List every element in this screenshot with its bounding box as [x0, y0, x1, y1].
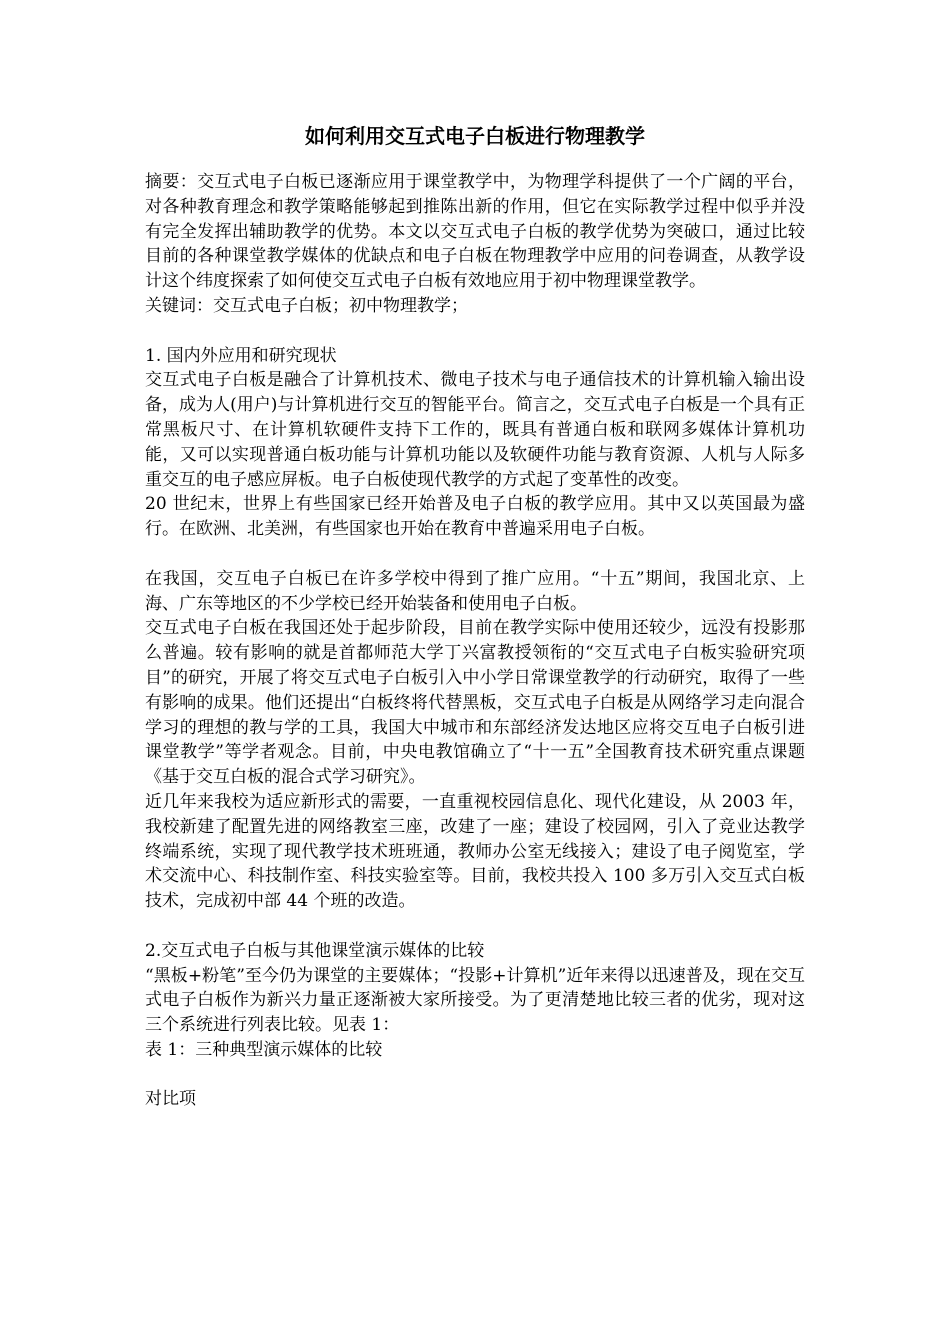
blank-line [145, 319, 805, 344]
section2-paragraph-1: “黑板+粉笔”至今仍为课堂的主要媒体；“投影+计算机”近年来得以迅速普及，现在交互式电子白板作为新兴力量正逐渐被大家所接受。为了更清楚地比较三者的优劣，现对这三个系统进行列表比较。见表 1： [145, 965, 805, 1036]
blank-line [145, 914, 805, 939]
blank-line [145, 1063, 805, 1088]
document-body [145, 170, 805, 1112]
document-title: 如何利用交互式电子白板进行物理教学 [305, 124, 645, 148]
section1-paragraph-3: 在我国，交互电子白板已在许多学校中得到了推广应用。“十五”期间，我国北京、上海、广东等地区的不少学校已经开始装备和使用电子白板。 [145, 568, 805, 614]
section-heading-2: 2.交互式电子白板与其他课堂演示媒体的比较 [145, 940, 485, 961]
section1-paragraph-5: 近几年来我校为适应新形式的需要，一直重视校园信息化、现代化建设，从 2003 年，我校新建了配置先进的网络教室三座，改建了一座；建设了校园网，引入了竞业达教学终端系统，实现了现代教学技术班班通，教师办公室无线接入；建设了电子阅览室，学术交流中心、科技制作室、科技实验室等。目前，我校共投入 100 多万引入交互式白板技术，完成初中部 44 个班的改造。 [145, 791, 805, 912]
section-heading-1: 1. 国内外应用和研究现状 [145, 345, 337, 366]
abstract-paragraph: 摘要：交互式电子白板已逐渐应用于课堂教学中，为物理学科提供了一个广阔的平台，对各种教育理念和教学策略能够起到推陈出新的作用，但它在实际教学过程中似乎并没有完全发挥出辅助教学的优势。本文以交互式电子白板的教学优势为突破口，通过比较目前的各种课堂教学媒体的优缺点和电子白板在物理教学中应用的问卷调查，从教学设计这个纬度探索了如何使交互式电子白板有效地应用于初中物理课堂教学。 [145, 172, 805, 292]
keywords-line: 关键词：交互式电子白板；初中物理教学； [145, 295, 468, 316]
table-header-cell: 对比项 [145, 1089, 196, 1110]
section1-paragraph-2: 20 世纪末，世界上有些国家已经开始普及电子白板的教学应用。其中又以英国最为盛行。在欧洲、北美洲，有些国家也开始在教育中普遍采用电子白板。 [145, 494, 805, 540]
section1-paragraph-4: 交互式电子白板在我国还处于起步阶段，目前在教学实际中使用还较少，远没有投影那么普遍。较有影响的就是首都师范大学丁兴富教授领衔的“交互式电子白板实验研究项目”的研究，开展了将交互式电子白板引入中小学日常课堂教学的行动研究，取得了一些有影响的成果。他们还提出“白板终将代替黑板，交互式电子白板是从网络学习走向混合学习的理想的教与学的工具，我国大中城市和东部经济发达地区应将交互电子白板引进课堂教学”等学者观念。目前，中央电教馆确立了“十一五”全国教育技术研究重点课题《基于交互白板的混合式学习研究》。 [145, 618, 805, 788]
blank-line [145, 542, 805, 567]
section1-paragraph-1: 交互式电子白板是融合了计算机技术、微电子技术与电子通信技术的计算机输入输出设备，成为人(用户)与计算机进行交互的智能平台。简言之，交互式电子白板是一个具有正常黑板尺寸、在计算机软硬件支持下工作的，既具有普通白板和联网多媒体计算机功能，又可以实现普通白板功能与计算机功能以及软硬件功能与教育资源、人机与人际多重交互的电子感应屏板。电子白板使现代教学的方式起了变革性的改变。 [145, 370, 805, 490]
table-caption: 表 1：三种典型演示媒体的比较 [145, 1039, 383, 1060]
